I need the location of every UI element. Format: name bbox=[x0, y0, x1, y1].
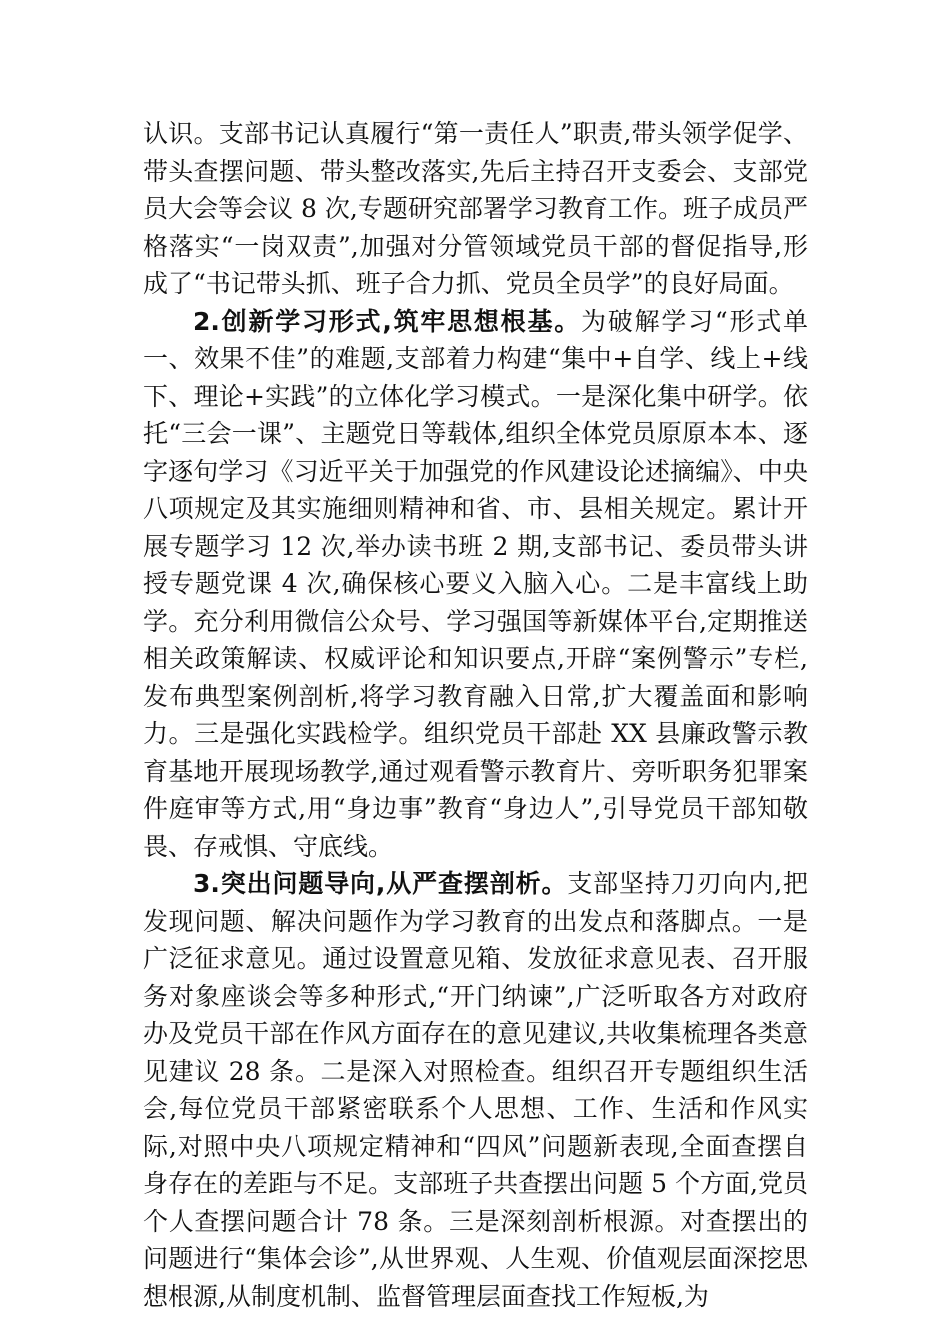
paragraph-text: 支部坚持刀刃向内,把发现问题、解决问题作为学习教育的出发点和落脚点。一是广泛征求意见。通过设置意见箱、发放征求意见表、召开服务对象座谈会等多种形式,“开门纳谏”,广泛听取各方对政府办及党员干部在作风方面存在的意见建议,共收集梳理各类意见建议 28 条。二是深入对照检查。组织召开专题组织生活会,每位党员干部紧密联系个人思想、工作、生活和作风实际,对照中央八项规定精神和“四风”问题新表现,全面查摆自身存在的差距与不足。支部班子共查摆出问题 5 个方面,党员个人查摆问题合计 78 条。三是深刻剖析根源。对查摆出的问题进行“集体会诊”,从世界观、人生观、价值观层面深挖思想根源,从制度机制、监督管理层面查找工作短板,为 bbox=[143, 869, 809, 1311]
section-heading: 3.突出问题导向,从严查摆剖析。 bbox=[193, 869, 568, 898]
section-heading: 2.创新学习形式,筑牢思想根基。 bbox=[193, 306, 582, 336]
paragraph-continuation bbox=[143, 115, 808, 303]
paragraph-section-3 bbox=[143, 865, 808, 1315]
paragraph-section-2 bbox=[143, 303, 808, 866]
document-page bbox=[143, 115, 808, 1315]
paragraph-text: 认识。支部书记认真履行“第一责任人”职责,带头领学促学、带头查摆问题、带头整改落实,先后主持召开支委会、支部党员大会等会议 8 次,专题研究部署学习教育工作。班子成员严格落实“一岗双责”,加强对分管领域党员干部的督促指导,形成了“书记带头抓、班子合力抓、党员全员学”的良好局面。 bbox=[143, 119, 808, 298]
paragraph-text: 为破解学习“形式单一、效果不佳”的难题,支部着力构建“集中+自学、线上+线下、理论+实践”的立体化学习模式。一是深化集中研学。依托“三会一课”、主题党日等载体,组织全体党员原原本本、逐字逐句学习《习近平关于加强党的作风建设论述摘编》、中央八项规定及其实施细则精神和省、市、县相关规定。累计开展专题学习 12 次,举办读书班 2 期,支部书记、委员带头讲授专题党课 4 次,确保核心要义入脑入心。二是丰富线上助学。充分利用微信公众号、学习强国等新媒体平台,定期推送相关政策解读、权威评论和知识要点,开辟“案例警示”专栏,发布典型案例剖析,将学习教育融入日常,扩大覆盖面和影响力。三是强化实践检学。组织党员干部赴 XX 县廉政警示教育基地开展现场教学,通过观看警示教育片、旁听职务犯罪案件庭审等方式,用“身边事”教育“身边人”,引导党员干部知敬畏、存戒惧、守底线。 bbox=[143, 306, 808, 861]
